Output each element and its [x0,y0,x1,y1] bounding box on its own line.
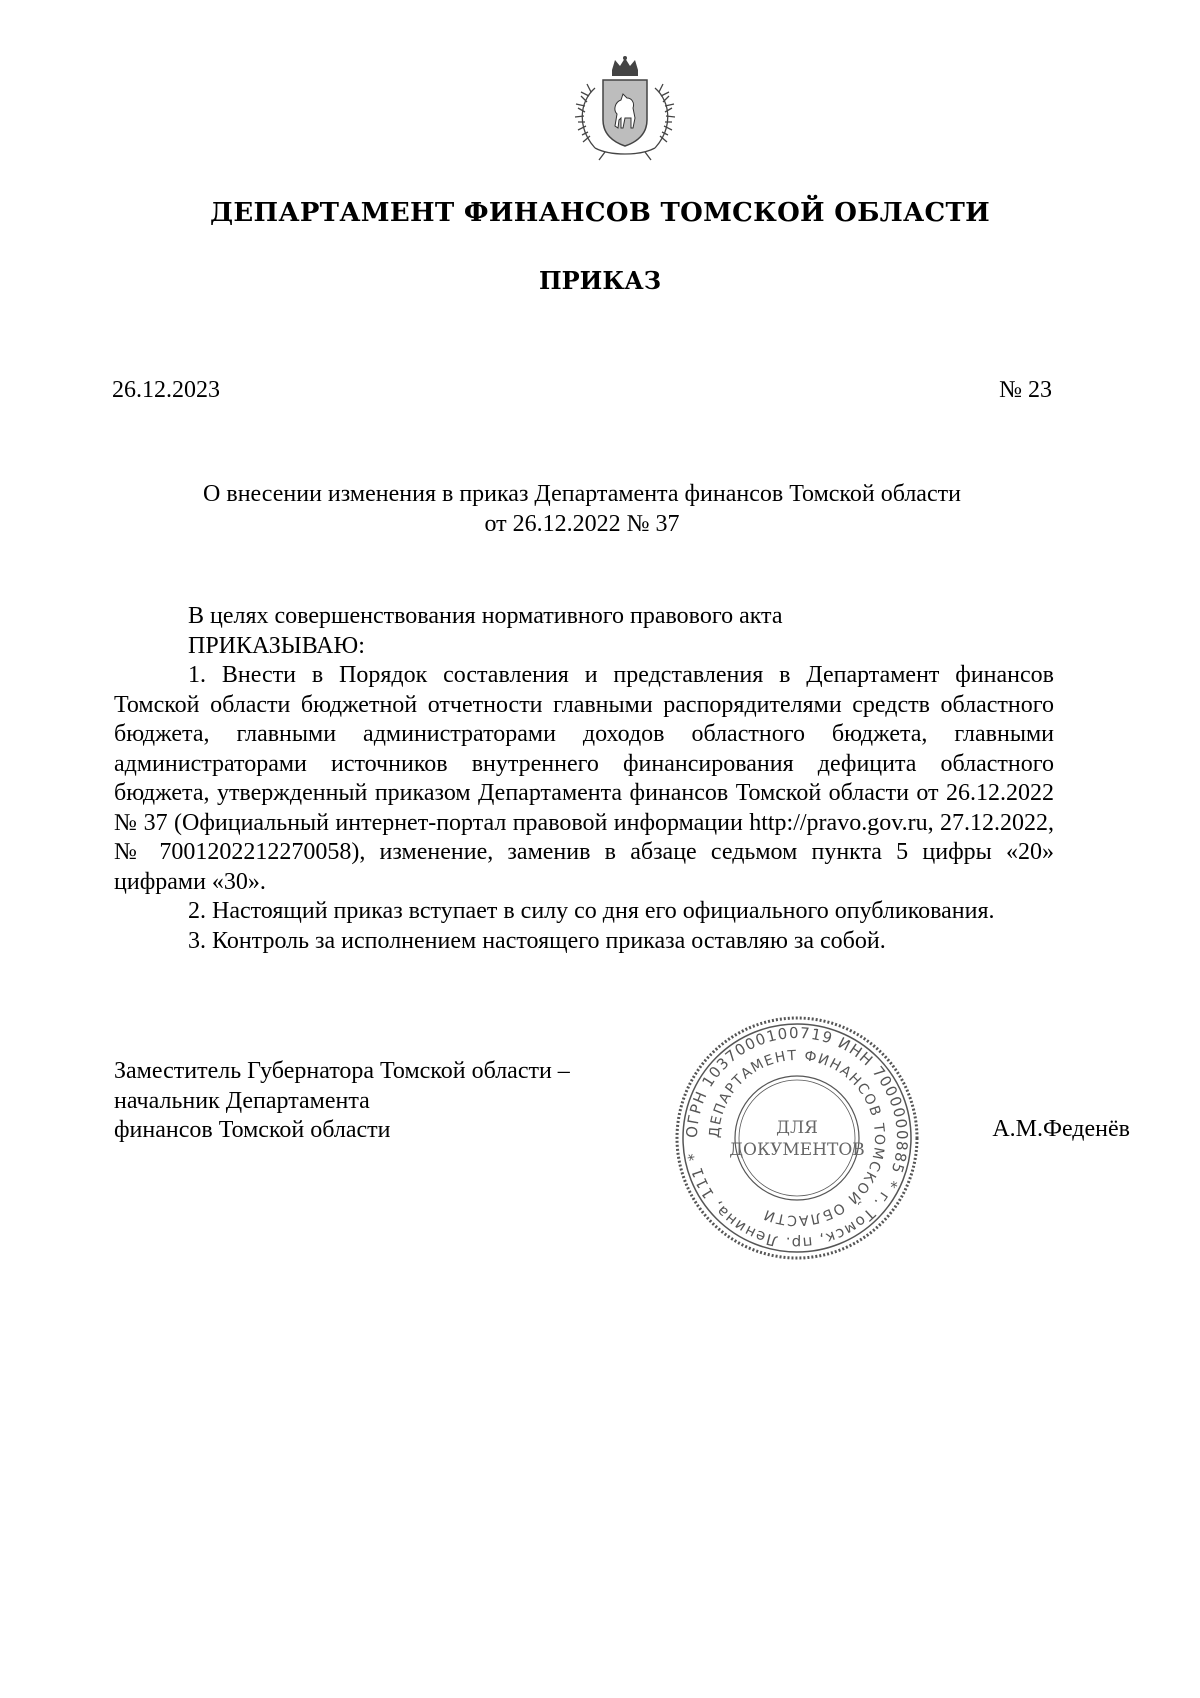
order-item-3: 3. Контроль за исполнением настоящего приказа оставляю за собой. [188,927,886,954]
order-item-1: 1. Внести в Порядок составления и представления в Департамент финансов Томской области бюджетной отчетности главными распорядителями средств областного бюджета, главными администраторами доходов областного бюджета, главными администраторами источников внутреннего финансирования дефицита областного бюджета, утвержденный приказом Департамента финансов Томской области от 26.12.2022 № 37 (Официальный интернет-портал правовой информации http://pravo.gov.ru, 27.12.2022, № 7001202212270058), изменение, заменив в абзаце седьмом пункта 5 цифры «20» цифрами «30». [114,662,1054,895]
order-date: 26.12.2023 [112,377,220,403]
signer-position-line-2: начальник Департамента [114,1087,370,1114]
stamp-inner-text: ДЕПАРТАМЕНТ ФИНАНСОВ ТОМСКОЙ ОБЛАСТИ [706,1047,888,1229]
stamp-center-line-2: ДОКУМЕНТОВ [729,1140,865,1160]
svg-text:ДЕПАРТАМЕНТ ФИНАНСОВ ТОМСКОЙ О [707,1048,887,1228]
order-word: ПРИКАЗЫВАЮ: [188,632,365,659]
signer-position [114,1057,570,1146]
order-number: № 23 [999,377,1052,403]
order-item-2: 2. Настоящий приказ вступает в силу со дня его официального опубликования. [188,898,995,924]
stamp-center-line-1: ДЛЯ [776,1118,818,1138]
order-subject [112,479,1052,539]
official-stamp [674,1015,920,1261]
order-body [114,602,1054,956]
stamp-outer-text: ОГРН 1037000100719 ИНН 7000000885 * г. Томск, пр. Ленина, 111 * [682,1023,912,1253]
organization-title: ДЕПАРТАМЕНТ ФИНАНСОВ ТОМСКОЙ ОБЛАСТИ [209,198,991,228]
document-type-title: ПРИКАЗ [538,266,662,295]
subject-line-2: от 26.12.2022 № 37 [484,511,680,537]
signer-name: А.М.Феденёв [992,1116,1130,1142]
preamble-paragraph: В целях совершенствования нормативного правового акта [188,603,783,629]
coat-of-arms-emblem [565,56,685,162]
signer-position-line-3: финансов Томской области [114,1117,391,1143]
signer-position-line-1: Заместитель Губернатора Томской области – [114,1058,570,1084]
subject-line-1: О внесении изменения в приказ Департамента финансов Томской области [203,481,961,507]
